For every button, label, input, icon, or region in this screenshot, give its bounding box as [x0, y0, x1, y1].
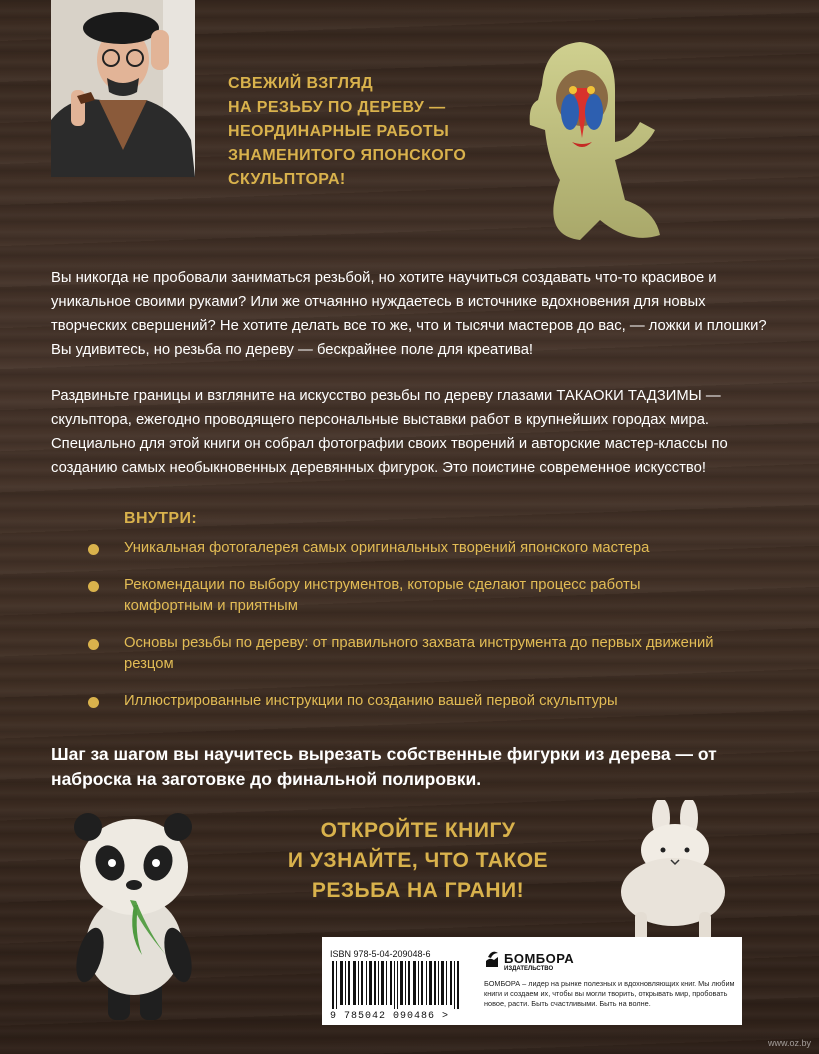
- bullet-icon: [88, 697, 99, 708]
- headline-line: СКУЛЬПТОРА!: [228, 171, 346, 188]
- cta-line: ОТКРОЙТЕ КНИГУ: [320, 819, 516, 842]
- list-item-text: Основы резьбы по дереву: от правильного захвата инструмента до первых движений резцом: [124, 635, 714, 672]
- list-item-text: Рекомендации по выбору инструментов, которые сделают процесс работы комфортным и приятным: [124, 577, 641, 614]
- headline-line: НА РЕЗЬБУ ПО ДЕРЕВУ —: [228, 99, 446, 116]
- bullet-icon: [88, 639, 99, 650]
- headline: [228, 72, 488, 192]
- barcode-panel: [322, 937, 742, 1025]
- barcode-number: 9 785042 090486 >: [330, 1011, 450, 1022]
- author-paragraph: Раздвиньте границы и взгляните на искусство резьбы по дереву глазами ТАКАОКИ ТАДЗИМЫ — скульптора, ежегодно проводящего персональные выставки работ в крупнейших городах мира. Специально для этой книги он собрал фотографии своих творений и авторские мастер-классы по созданию самых необыкновенных деревянных фигурок. Это поистине современное искусство!: [51, 388, 728, 476]
- mandrill-sculpture: [520, 30, 670, 245]
- inside-title: ВНУТРИ:: [124, 510, 198, 527]
- panda-sculpture: [70, 805, 200, 1025]
- summary-text: Шаг за шагом вы научитесь вырезать собственные фигурки из дерева — от наброска на заготовке до финальной полировки.: [51, 744, 717, 789]
- headline-line: СВЕЖИЙ ВЗГЛЯД: [228, 75, 374, 92]
- call-to-action: [248, 816, 588, 906]
- watermark: www.oz.by: [767, 1038, 811, 1048]
- publisher-logo-icon: [484, 947, 500, 969]
- list-item-text: Уникальная фотогалерея самых оригинальных творений японского мастера: [124, 540, 650, 556]
- intro-paragraph: Вы никогда не пробовали заниматься резьбой, но хотите научиться создавать что-то красивое и уникальное своими руками? Или же отчаянно нуждаетесь в источнике вдохновения для новых творческих свершений? Не хотите делать все то же, что и тысячи мастеров до вас, — ложки и плошки? Вы удивитесь, но резьба по дереву — бескрайнее поле для креатива!: [51, 270, 767, 358]
- publisher-name: БОМБОРА: [504, 951, 575, 966]
- inside-list: [88, 538, 728, 728]
- publisher-subtitle: ИЗДАТЕЛЬСТВО: [504, 966, 554, 972]
- cta-line: И УЗНАЙТЕ, ЧТО ТАКОЕ: [287, 849, 549, 872]
- isbn-label: ISBN 978-5-04-209048-6: [330, 949, 431, 959]
- cta-line: РЕЗЬБА НА ГРАНИ!: [311, 879, 525, 902]
- bullet-icon: [88, 544, 99, 555]
- list-item: [88, 633, 728, 675]
- headline-line: НЕОРДИНАРНЫЕ РАБОТЫ: [228, 123, 450, 140]
- bullet-icon: [88, 581, 99, 592]
- list-item-text: Иллюстрированные инструкции по созданию вашей первой скульптуры: [124, 693, 618, 709]
- author-portrait: [51, 0, 195, 177]
- publisher-description: БОМБОРА – лидер на рынке полезных и вдохновляющих книг. Мы любим книги и создаем их, чтобы вы могли творить, открывать мир, пробовать новое, расти. Быть счастливыми. Быть на волне.: [484, 979, 735, 1008]
- barcode-icon: [330, 961, 480, 1015]
- headline-line: ЗНАМЕНИТОГО ЯПОНСКОГО: [228, 147, 467, 164]
- list-item: [88, 691, 728, 712]
- list-item: [88, 575, 728, 617]
- rabbit-sculpture: [615, 800, 745, 950]
- list-item: [88, 538, 728, 559]
